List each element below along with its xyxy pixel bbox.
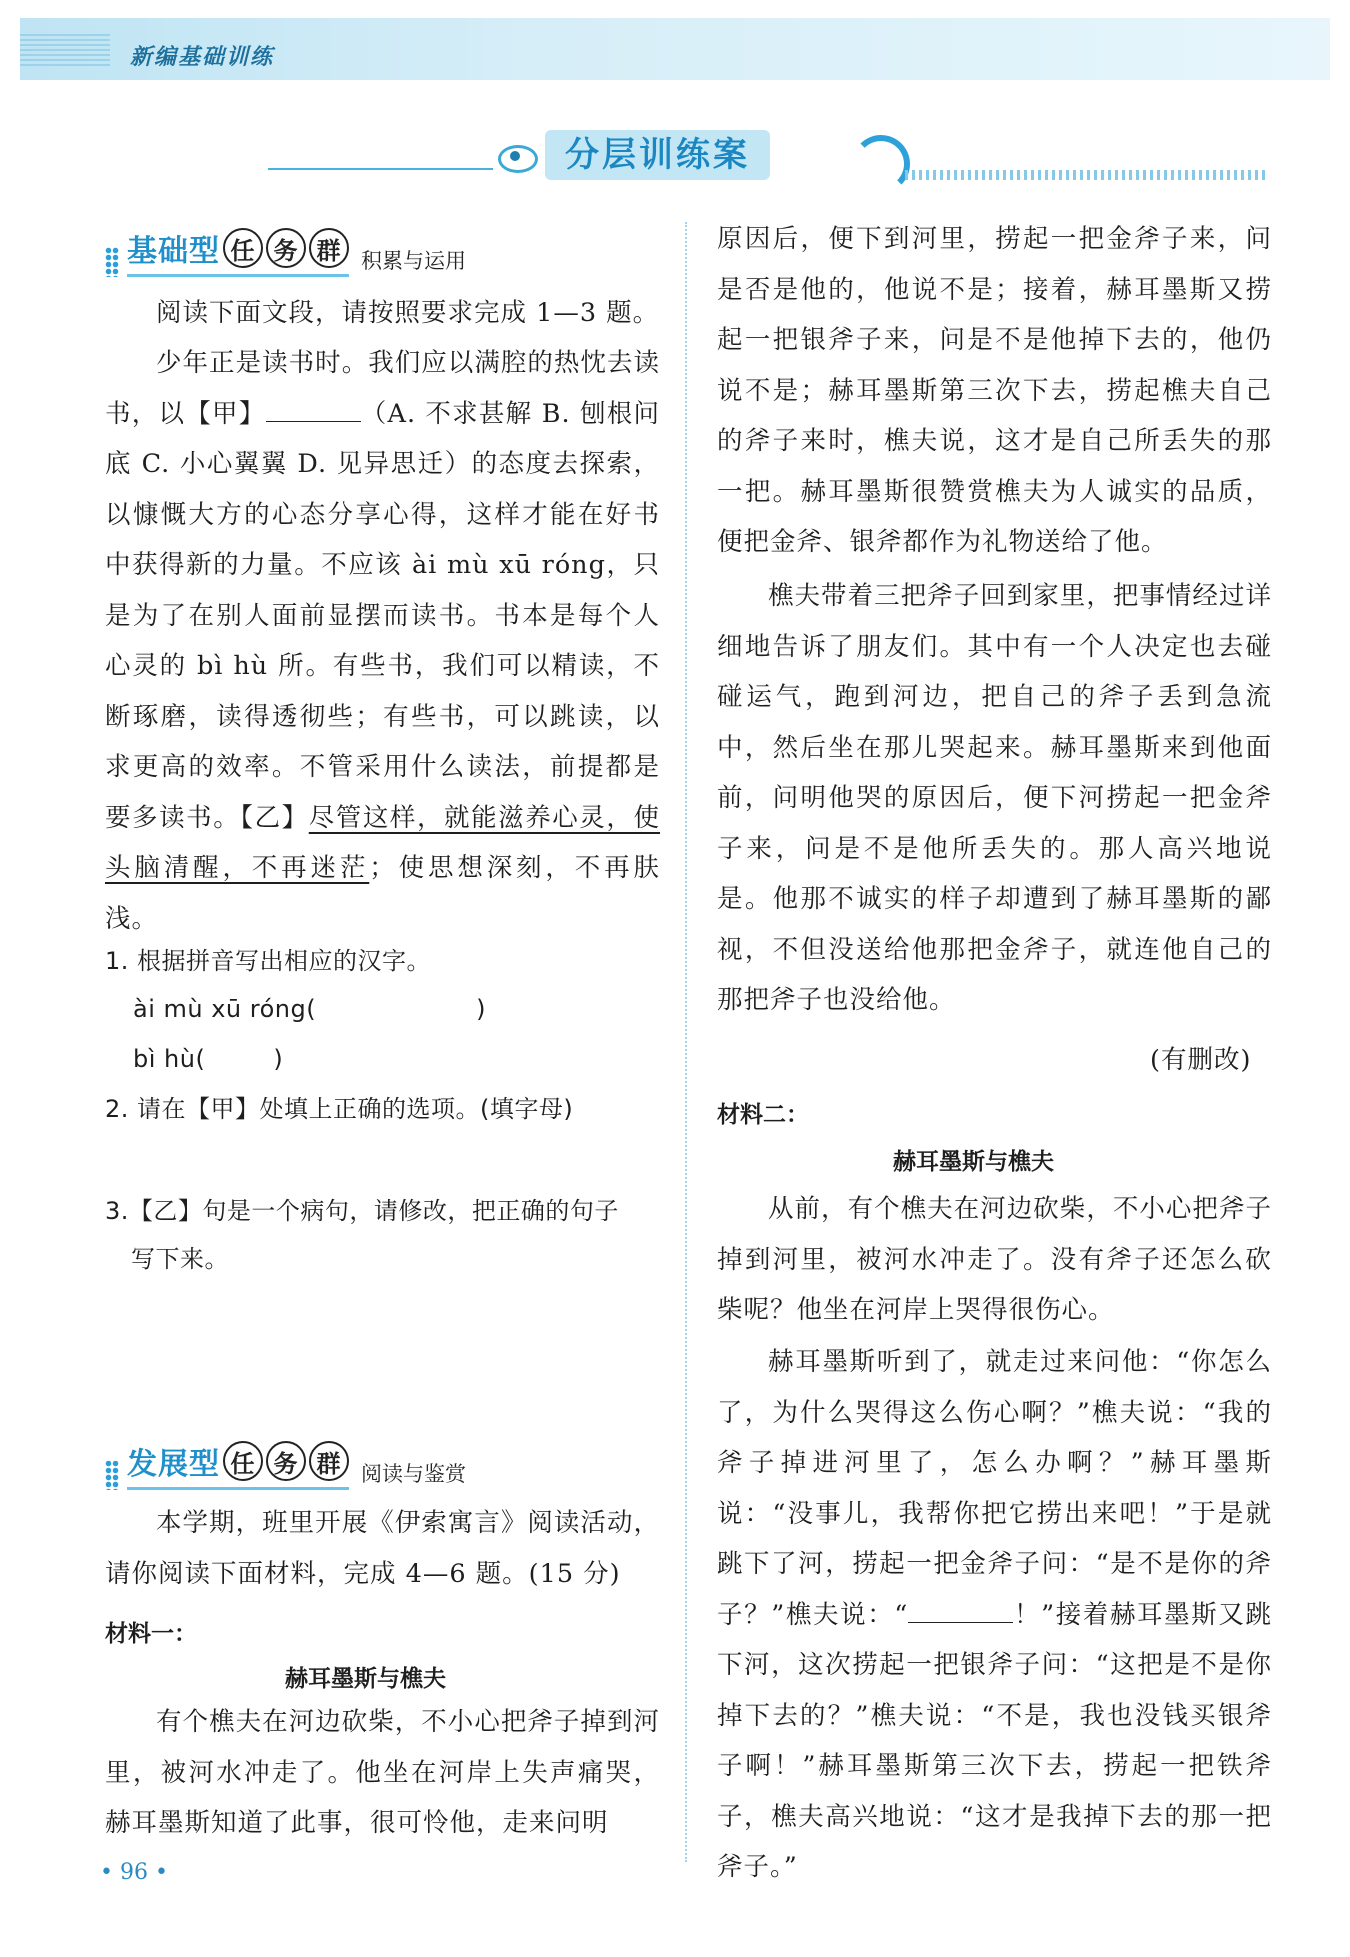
section2-subheading: 阅读与鉴赏: [361, 1462, 466, 1486]
answer-blank-jia[interactable]: [266, 391, 361, 422]
running-title: 新编基础训练: [130, 45, 275, 70]
header-dots-decoration: [20, 32, 110, 66]
section2-heading-prefix: 发展型: [127, 1447, 220, 1482]
material1-para1-left: 有个樵夫在河边砍柴，不小心把斧子掉到河里，被河水冲走了。他坐在河岸上失声痛哭，赫耳墨斯知道了此事，很可怜他，走来问明: [105, 1707, 660, 1838]
passage-underlined: 尽管这样，就能滋养心灵，使头脑清醒，不再迷茫: [105, 802, 660, 883]
heading-circle-3: 群: [309, 228, 349, 268]
question-1a: ài mù xū róng( ): [133, 995, 486, 1023]
section1-intro: 阅读下面文段，请按照要求完成 1—3 题。: [156, 298, 660, 328]
material1-para1-right: 原因后，便下到河里，捞起一把金斧子来，问是否是他的，他说不是；接着，赫耳墨斯又捞起一把银斧子来，问是不是他掉下去的，他仍说不是；赫耳墨斯第三次下去，捞起樵夫自己的斧子来时，樵夫说，这才是自己所丢失的那一把。赫耳墨斯很赞赏樵夫为人诚实的品质，便把金斧、银斧都作为礼物送给了他。: [717, 224, 1272, 557]
material2-para2-b: ！”接着赫耳墨斯又跳下河，这次捞起一把银斧子问：“这把是不是你掉下去的？”樵夫说：“不是，我也没钱买银斧子啊！”赫耳墨斯第三次下去，捞起一把铁斧子，樵夫高兴地说：“这才是我掉下去的那一把斧子。”: [717, 1599, 1272, 1882]
section2-intro: 本学期，班里开展《伊索寓言》阅读活动，请你阅读下面材料，完成 4—6 题。(15 分): [105, 1508, 660, 1589]
material1-note: (有删改): [1150, 1045, 1252, 1075]
heading-circle-1: 任: [223, 1441, 263, 1481]
material2-para1: 从前，有个樵夫在河边砍柴，不小心把斧子掉到河里，被河水冲走了。没有斧子还怎么砍柴呢？他坐在河岸上哭得很伤心。: [717, 1194, 1272, 1325]
heading-circle-2: 务: [266, 1441, 306, 1481]
section1-heading-prefix: 基础型: [127, 234, 220, 269]
material2-para2-a: 赫耳墨斯听到了，就走过来问他：“你怎么了，为什么哭得这么伤心啊？”樵夫说：“我的斧子掉进河里了，怎么办啊？”赫耳墨斯说：“没事儿，我帮你把它捞出来吧！”于是就跳下了河，捞起一把金斧子问：“是不是你的斧子？”樵夫说：“: [717, 1347, 1272, 1630]
answer-blank-material2[interactable]: [908, 1592, 1013, 1623]
section1-subheading: 积累与运用: [361, 249, 466, 273]
material2-para2: [717, 1337, 1272, 1893]
passage-part1: 少年正是读书时。我们应以满腔的热忱去读书，以【甲】: [105, 348, 660, 429]
section2-heading: [105, 1438, 466, 1490]
material2-label: 材料二：: [717, 1102, 809, 1128]
eye-icon: [498, 145, 538, 173]
material1-label: 材料一：: [105, 1621, 197, 1647]
question-1: 1. 根据拼音写出相应的汉字。: [105, 947, 432, 975]
heading-circle-2: 务: [266, 228, 306, 268]
banner-line-left: [268, 168, 493, 170]
passage-end: ；使思想深刻，不再肤浅。: [105, 853, 660, 934]
swoosh-decoration: [852, 135, 910, 193]
banner-line-right: [905, 170, 1265, 180]
material1-title: 赫耳墨斯与樵夫: [285, 1666, 446, 1692]
dots-icon: [105, 247, 119, 277]
section1-passage: [105, 338, 660, 944]
column-divider: [685, 222, 687, 1862]
passage-part2: （A. 不求甚解 B. 刨根问底 C. 小心翼翼 D. 见异思迁）的态度去探索，以慷慨大方的心态分享心得，这样才能在好书中获得新的力量。不应该 ài mù xū róng，只是为了在别人面前显摆而读书。书本是每个人心灵的 bì hù 所。有些书，我们可以精读，不断琢磨，读得透彻些；有些书，可以跳读，以求更高的效率。不管采用什么读法，前提都是要多读书。【乙】: [105, 398, 660, 833]
heading-circle-1: 任: [223, 228, 263, 268]
material1-para2: 樵夫带着三把斧子回到家里，把事情经过详细地告诉了朋友们。其中有一个人决定也去碰碰运气，跑到河边，把自己的斧子丢到急流中，然后坐在那儿哭起来。赫耳墨斯来到他面前，问明他哭的原因后，便下河捞起一把金斧子来，问是不是他所丢失的。那人高兴地说是。他那不诚实的样子却遭到了赫耳墨斯的鄙视，不但没送给他那把金斧子，就连他自己的那把斧子也没给他。: [717, 581, 1272, 1015]
heading-circle-3: 群: [309, 1441, 349, 1481]
question-3: 3.【乙】句是一个病句，请修改，把正确的句子 写下来。: [105, 1197, 619, 1273]
dots-icon: [105, 1460, 119, 1490]
banner-title: 分层训练案: [545, 130, 770, 180]
question-2: 2. 请在【甲】处填上正确的选项。(填字母): [105, 1095, 574, 1123]
page-number: • 96 •: [100, 1860, 168, 1885]
material2-title: 赫耳墨斯与樵夫: [893, 1149, 1054, 1175]
section1-heading: [105, 225, 466, 277]
question-1b: bì hù( ): [133, 1045, 284, 1073]
